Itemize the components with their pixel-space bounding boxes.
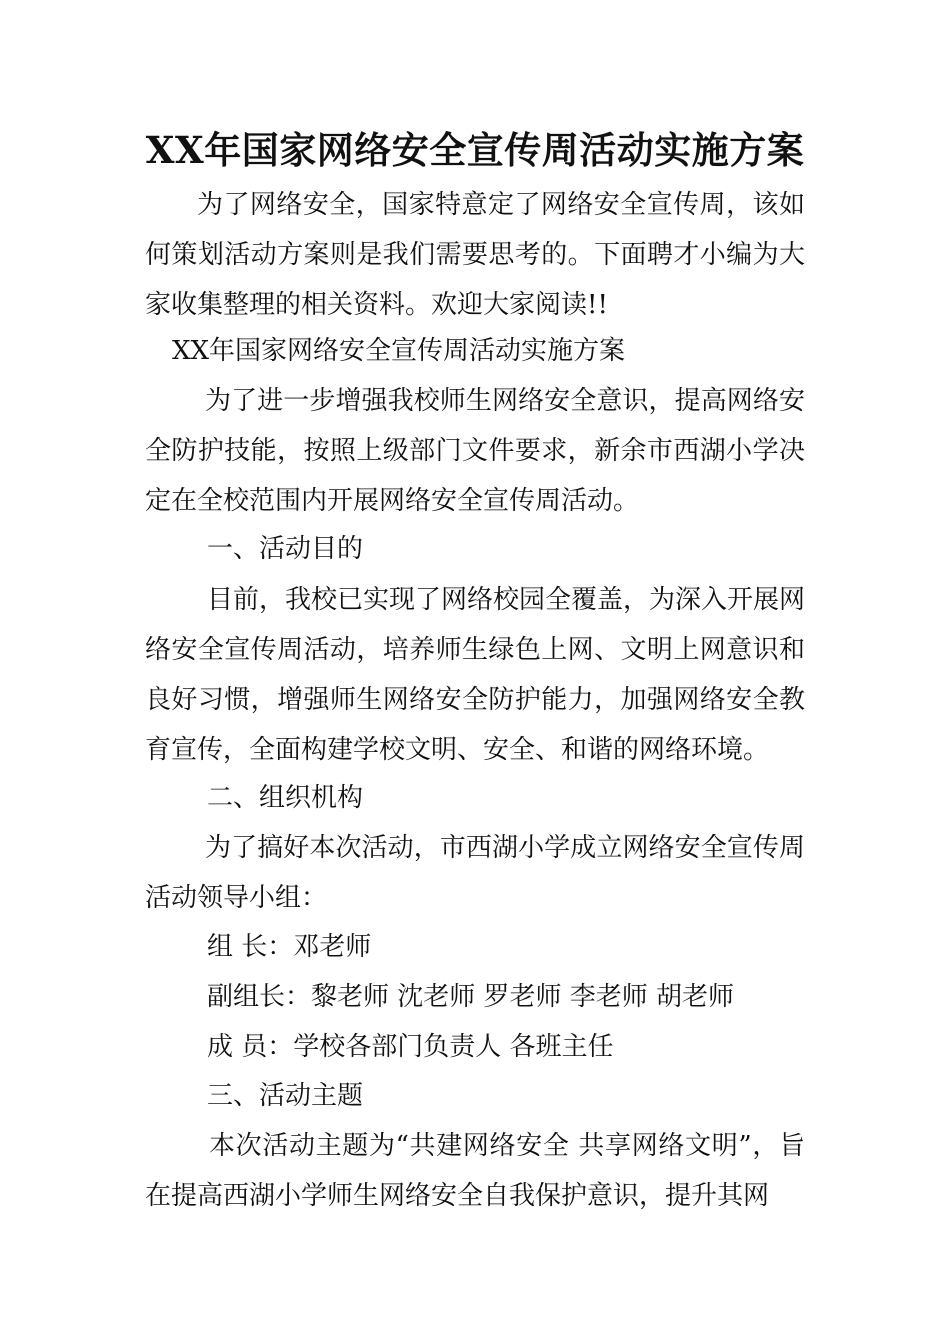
leader-line: 组 长：邓老师 [207,932,372,962]
section-heading-3: 三、活动主题 [207,1081,364,1111]
section-heading-2: 二、组织机构 [207,783,364,813]
subtitle: XX年国家网络安全宣传周活动实施方案 [172,336,626,366]
deputy-leaders-line: 副组长：黎老师 沈老师 罗老师 李老师 胡老师 [207,982,735,1012]
intro-paragraph: 为了网络安全，国家特意定了网络安全宣传周，该如何策划活动方案则是我们需要思考的。下面聘才小编为大家收集整理的相关资料。欢迎大家阅读!! [145,190,805,320]
document-title: XX年国家网络安全宣传周活动实施方案 [145,128,805,172]
paragraph-theme: 本次活动主题为“共建网络安全 共享网络文明”，旨在提高西湖小学师生网络安全自我保护意识，提升其网 [145,1131,805,1211]
members-line: 成 员：学校各部门负责人 各班主任 [207,1032,614,1062]
section-heading-1: 一、活动目的 [207,534,364,564]
paragraph-organization: 为了搞好本次活动，市西湖小学成立网络安全宣传周活动领导小组： [145,833,805,913]
paragraph-purpose-intro: 为了进一步增强我校师生网络安全意识，提高网络安全防护技能，按照上级部门文件要求，新余市西湖小学决定在全校范围内开展网络安全宣传周活动。 [145,386,805,516]
paragraph-activity-goal: 目前，我校已实现了网络校园全覆盖，为深入开展网络安全宣传周活动，培养师生绿色上网、文明上网意识和良好习惯，增强师生网络安全防护能力，加强网络安全教育宣传，全面构建学校文明、安全、和谐的网络环境。 [145,585,806,765]
